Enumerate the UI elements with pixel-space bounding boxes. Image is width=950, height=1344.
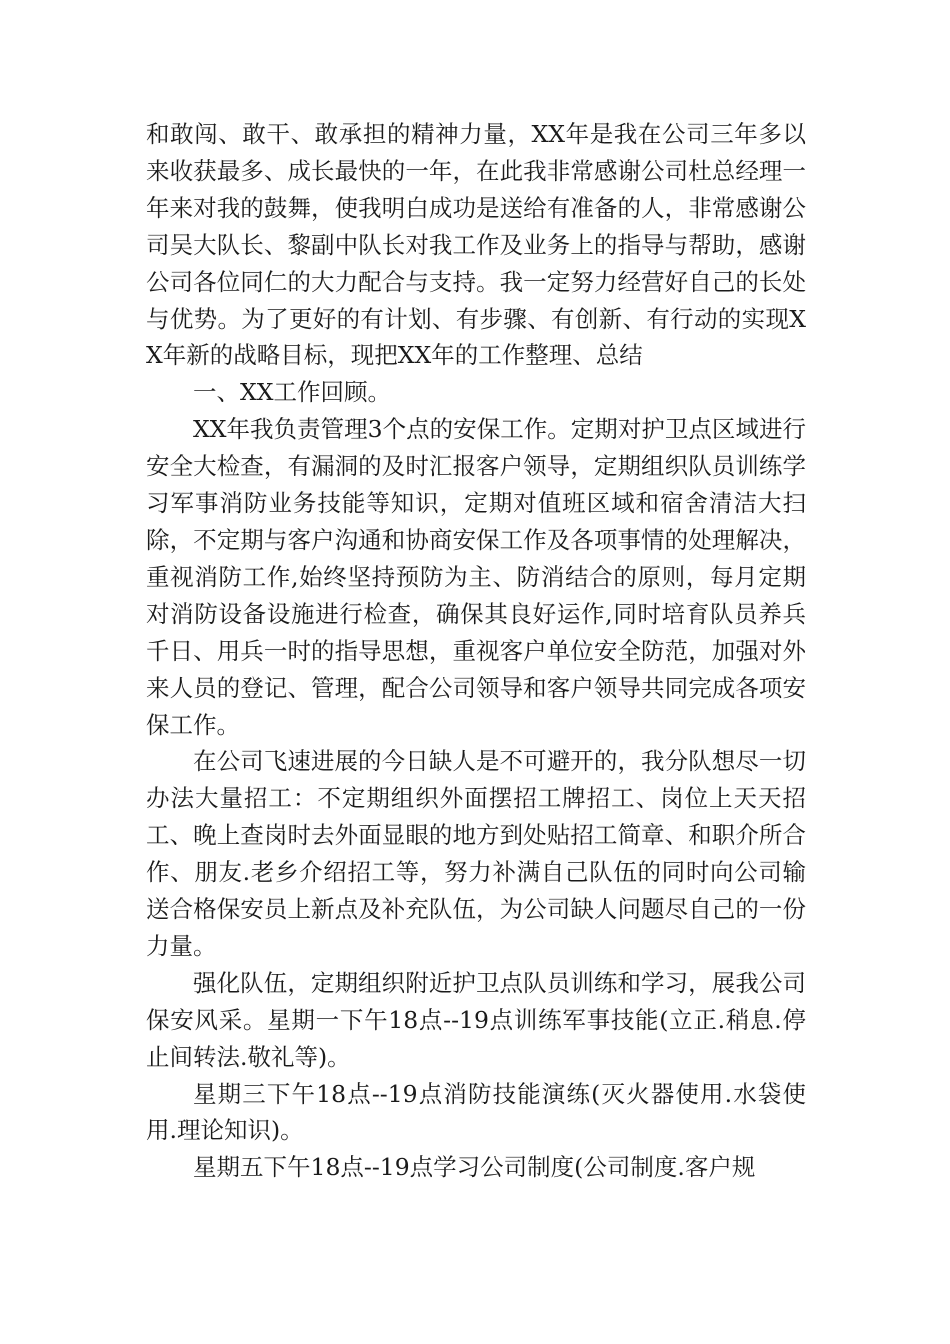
paragraph-4: 在公司飞速进展的今日缺人是不可避开的，我分队想尽一切办法大量招工：不定期组织外面摆招工牌招工、岗位上天天招工、晚上查岗时去外面显眼的地方到处贴招工简章、和职介所合作、朋友.老乡介绍招工等，努力补满自己队伍的同时向公司输送合格保安员上新点及补充队伍，为公司缺人问题尽自己的一份力量。 [146, 747, 806, 960]
paragraph-2-heading: 一、XX工作回顾。 [193, 378, 391, 407]
paragraph-6: 星期三下午18点--19点消防技能演练(灭火器使用.水袋使用.理论知识)。 [146, 1079, 806, 1145]
body-text [146, 116, 806, 1186]
paragraph-1: 和敢闯、敢干、敢承担的精神力量，XX年是我在公司三年多以来收获最多、成长最快的一年，在此我非常感谢公司杜总经理一年来对我的鼓舞，使我明白成功是送给有准备的人，非常感谢公司吴大队长、黎副中队长对我工作及业务上的指导与帮助，感谢公司各位同仁的大力配合与支持。我一定努力经营好自己的长处与优势。为了更好的有计划、有步骤、有创新、有行动的实现XX年新的战略目标，现把XX年的工作整理、总结 [146, 120, 806, 370]
paragraph-3: XX年我负责管理3个点的安保工作。定期对护卫点区域进行安全大检查，有漏洞的及时汇报客户领导，定期组织队员训练学习军事消防业务技能等知识，定期对值班区域和宿舍清洁大扫除，不定期与客户沟通和协商安保工作及各项事情的处理解决，重视消防工作,始终坚持预防为主、防消结合的原则，每月定期对消防设备设施进行检查，确保其良好运作,同时培育队员养兵千日、用兵一时的指导思想，重视客户单位安全防范，加强对外来人员的登记、管理，配合公司领导和客户领导共同完成各项安保工作。 [146, 415, 806, 739]
paragraph-7: 星期五下午18点--19点学习公司制度(公司制度.客户规 [193, 1153, 756, 1182]
paragraph-5: 强化队伍，定期组织附近护卫点队员训练和学习，展我公司保安风采。星期一下午18点--19点训练军事技能(立正.稍息.停止间转法.敬礼等)。 [146, 968, 806, 1071]
